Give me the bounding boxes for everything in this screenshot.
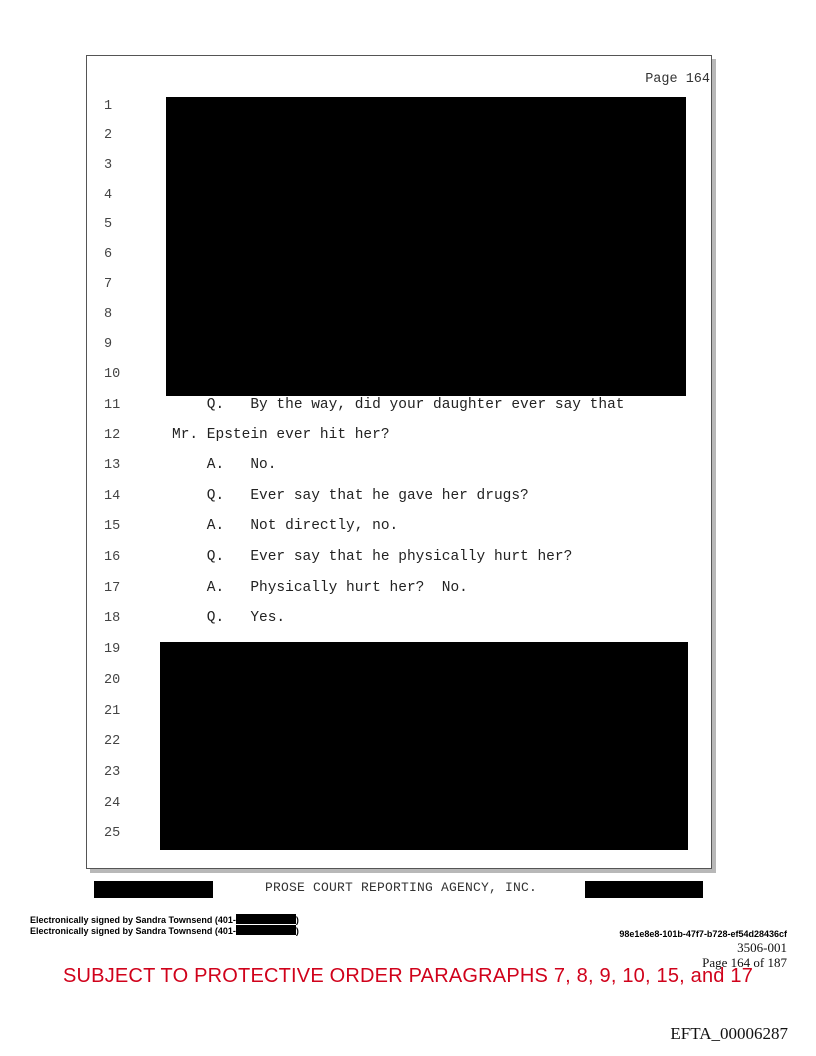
exhibit-number: 3506-001 bbox=[737, 940, 787, 955]
footer-redaction-left bbox=[94, 881, 213, 898]
transcript-line-16: Q. Ever say that he physically hurt her? bbox=[172, 549, 573, 565]
signature-phone-redaction bbox=[236, 925, 296, 935]
line-number: 14 bbox=[104, 489, 121, 504]
line-number: 25 bbox=[104, 826, 121, 841]
line-number: 11 bbox=[104, 398, 121, 413]
redaction-block-top bbox=[166, 97, 686, 396]
line-number: 3 bbox=[104, 158, 113, 173]
line-number: 12 bbox=[104, 428, 121, 443]
line-number: 15 bbox=[104, 519, 121, 534]
line-number: 2 bbox=[104, 128, 113, 143]
line-number: 20 bbox=[104, 673, 121, 688]
line-number: 17 bbox=[104, 581, 121, 596]
line-number: 1 bbox=[104, 99, 113, 114]
transcript-line-18: Q. Yes. bbox=[172, 610, 286, 626]
document-hash: 98e1e8e8-101b-47f7-b728-ef54d28436cf bbox=[619, 929, 787, 939]
redaction-block-bottom bbox=[160, 642, 688, 850]
transcript-line-12: Mr. Epstein ever hit her? bbox=[172, 427, 390, 443]
electronic-signature-line bbox=[30, 914, 299, 925]
line-number: 19 bbox=[104, 642, 121, 657]
signature-suffix: ) bbox=[295, 926, 299, 936]
signature-text: Electronically signed by Sandra Townsend (401- bbox=[30, 926, 236, 936]
bates-number: EFTA_00006287 bbox=[670, 1024, 788, 1043]
signature-suffix: ) bbox=[295, 915, 299, 925]
line-number: 13 bbox=[104, 458, 121, 473]
page-of-total: Page 164 of 187 bbox=[702, 955, 787, 970]
transcript-line-11: Q. By the way, did your daughter ever say that bbox=[172, 397, 625, 413]
transcript-line-15: A. Not directly, no. bbox=[172, 518, 399, 534]
transcript-line-14: Q. Ever say that he gave her drugs? bbox=[172, 488, 529, 504]
line-number: 21 bbox=[104, 704, 121, 719]
signature-text: Electronically signed by Sandra Townsend (401- bbox=[30, 915, 236, 925]
signature-phone-redaction bbox=[236, 914, 296, 924]
reporting-agency-name: PROSE COURT REPORTING AGENCY, INC. bbox=[264, 880, 538, 895]
line-number: 6 bbox=[104, 247, 113, 262]
protective-order-notice: SUBJECT TO PROTECTIVE ORDER PARAGRAPHS 7, 8, 9, 10, 15, and 17 bbox=[62, 965, 754, 987]
line-number: 10 bbox=[104, 367, 121, 382]
page-header-number: Page 164 bbox=[645, 72, 710, 87]
electronic-signature-line bbox=[30, 925, 299, 936]
line-number: 7 bbox=[104, 277, 113, 292]
line-number: 9 bbox=[104, 337, 113, 352]
line-number: 24 bbox=[104, 796, 121, 811]
footer-redaction-right bbox=[585, 881, 703, 898]
transcript-line-17: A. Physically hurt her? No. bbox=[172, 580, 468, 596]
line-number: 22 bbox=[104, 734, 121, 749]
transcript-line-13: A. No. bbox=[172, 457, 277, 473]
line-number: 8 bbox=[104, 307, 113, 322]
line-number: 16 bbox=[104, 550, 121, 565]
line-number: 23 bbox=[104, 765, 121, 780]
line-number: 18 bbox=[104, 611, 121, 626]
line-number: 4 bbox=[104, 188, 113, 203]
line-number: 5 bbox=[104, 217, 113, 232]
